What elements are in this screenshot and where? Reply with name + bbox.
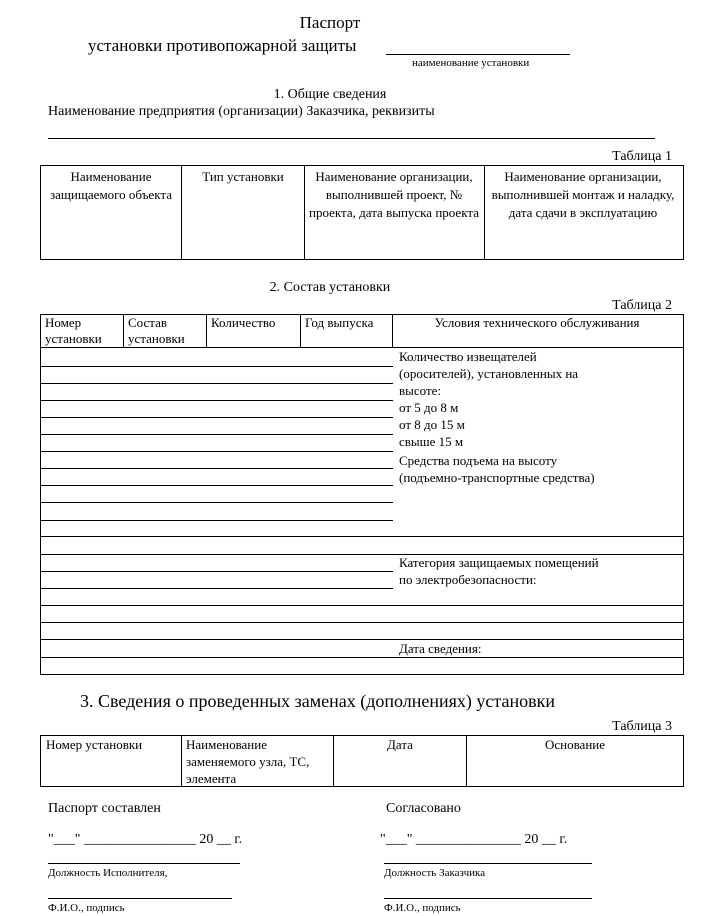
conditions-height-1: от 5 до 8 м: [399, 400, 459, 415]
passport-title: Паспорт: [299, 13, 361, 32]
conditions-date: Дата сведения:: [399, 641, 482, 656]
installation-name-field[interactable]: [386, 36, 570, 55]
table2-header-conditions: Условия технического обслуживания: [434, 315, 640, 330]
customer-signature-label: Ф.И.О., подпись: [384, 902, 461, 914]
customer-signature-field[interactable]: [384, 884, 592, 899]
table3-header-node: Наименование заменяемого узла, ТС, элемента: [186, 737, 310, 786]
table2-label: Таблица 2: [612, 298, 672, 313]
conditions-lifting: Средства подъема на высоту (подъемно-транспортные средства): [399, 453, 595, 485]
section2-heading: 2. Состав установки: [269, 280, 391, 295]
table1-header-object: Наименование защищаемого объекта: [50, 169, 172, 202]
executor-position-label: Должность Исполнителя,: [48, 867, 168, 879]
table2-header-quantity: Количество: [211, 315, 276, 330]
conditions-height-3: свыше 15 м: [399, 434, 464, 449]
customer-position-label: Должность Заказчика: [384, 867, 486, 879]
conditions-category: Категория защищаемых помещений по электробезопасности:: [399, 555, 599, 587]
customer-label: Наименование предприятия (организации) Заказчика, реквизиты: [48, 104, 435, 119]
executor-signature-label: Ф.И.О., подпись: [48, 902, 125, 914]
table2-header-number: Номер установки: [45, 315, 102, 346]
customer-field[interactable]: [48, 124, 655, 139]
conditions-height-2: от 8 до 15 м: [399, 417, 465, 432]
table1-header-type: Тип установки: [202, 169, 284, 184]
table3: [40, 735, 684, 787]
table2: [40, 314, 684, 675]
customer-position-field[interactable]: [384, 849, 592, 864]
agreed-label: Согласовано: [386, 801, 461, 816]
agreed-date-line[interactable]: "___" _______________ 20 __ г.: [380, 832, 568, 847]
executor-position-field[interactable]: [48, 849, 240, 864]
table1: [40, 165, 684, 260]
table2-header-year: Год выпуска: [305, 315, 374, 330]
table2-header-composition: Состав установки: [128, 315, 185, 346]
table3-label: Таблица 3: [612, 719, 672, 734]
table3-header-basis: Основание: [544, 737, 606, 752]
table3-header-date: Дата: [387, 737, 413, 752]
table1-label: Таблица 1: [612, 149, 672, 164]
compiled-date-line[interactable]: "___" ________________ 20 __ г.: [48, 832, 243, 847]
executor-signature-field[interactable]: [48, 884, 232, 899]
section1-heading: 1. Общие сведения: [273, 87, 387, 102]
installation-name-note: наименование установки: [412, 57, 530, 69]
table1-header-mounting: Наименование организации, выполнившей монтаж и наладку, дата сдачи в эксплуатацию: [491, 169, 675, 220]
table1-header-project: Наименование организации, выполнившей проект, № проекта, дата выпуска проекта: [309, 169, 479, 220]
compiled-by-label: Паспорт составлен: [48, 801, 161, 816]
section3-heading: 3. Сведения о проведенных заменах (дополнениях) установки: [80, 691, 555, 711]
conditions-detectors: Количество извещателей (оросителей), установленных на высоте:: [399, 349, 579, 398]
passport-subtitle: установки противопожарной защиты: [88, 36, 357, 55]
table3-header-number: Номер установки: [46, 737, 143, 752]
